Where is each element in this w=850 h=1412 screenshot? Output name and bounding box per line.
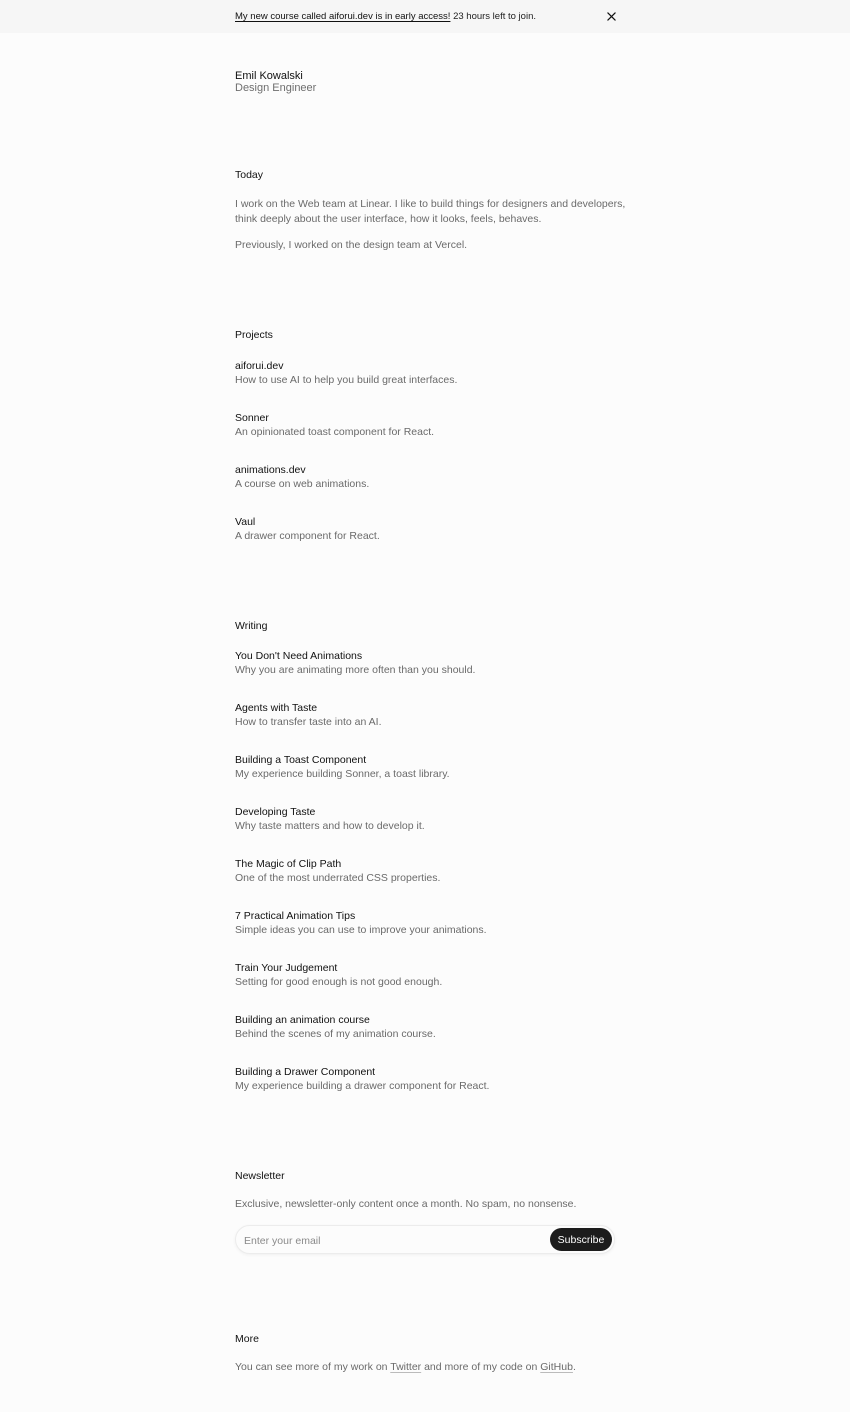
banner-course-link[interactable]: My new course called aiforui.dev is in early access! [235,11,451,22]
more-text-part-1: You can see more of my work on [235,1361,391,1373]
more-text-part-2: and more of my code on [421,1361,541,1373]
article-title[interactable]: The Magic of Clip Path [235,858,342,870]
section-title-newsletter: Newsletter [235,1170,285,1182]
twitter-link[interactable]: Twitter [390,1361,422,1373]
today-paragraph-1-line-2: think deeply about the user interface, how it looks, feels, behaves. [235,213,542,225]
article-title[interactable]: Developing Taste [235,806,316,818]
article-title[interactable]: Train Your Judgement [235,962,338,974]
more-text-part-3: . [572,1361,576,1373]
project-title[interactable]: Vaul [235,516,256,528]
article-description: My experience building Sonner, a toast library. [235,768,450,780]
article-title[interactable]: 7 Practical Animation Tips [235,910,356,922]
article-description: Why you are animating more often than you should. [235,664,476,676]
today-paragraph-2: Previously, I worked on the design team at Vercel. [235,239,468,251]
project-description: A drawer component for React. [235,530,380,542]
article-description: Setting for good enough is not good enough. [235,976,443,988]
article-description: One of the most underrated CSS properties. [235,872,441,884]
project-title[interactable]: Sonner [235,412,269,424]
banner-suffix: 23 hours left to join. [450,11,536,22]
today-paragraph-1-line-1: I work on the Web team at Linear. I like to build things for designers and developers, [235,198,626,210]
banner-text [235,11,536,22]
author-name: Emil Kowalski [235,70,303,82]
subscribe-button[interactable]: Subscribe [550,1228,612,1251]
project-description: An opinionated toast component for React. [235,426,435,438]
announcement-banner [0,0,850,33]
email-input[interactable] [244,1232,544,1249]
article-description: Why taste matters and how to develop it. [235,820,425,832]
close-icon [607,12,616,21]
article-title[interactable]: Agents with Taste [235,702,318,714]
article-title[interactable]: Building an animation course [235,1014,370,1026]
github-link[interactable]: GitHub [540,1361,573,1373]
project-title[interactable]: aiforui.dev [235,360,284,372]
article-description: Simple ideas you can use to improve your animations. [235,924,487,936]
article-title[interactable]: Building a Toast Component [235,754,367,766]
article-description: How to transfer taste into an AI. [235,716,382,728]
article-description: My experience building a drawer component for React. [235,1080,490,1092]
article-title[interactable]: Building a Drawer Component [235,1066,376,1078]
author-role: Design Engineer [235,82,317,94]
today-paragraph-1 [235,197,625,227]
project-description: A course on web animations. [235,478,370,490]
article-description: Behind the scenes of my animation course. [235,1028,436,1040]
section-title-projects: Projects [235,329,273,341]
more-text [235,1360,576,1375]
section-title-more: More [235,1333,259,1345]
section-title-writing: Writing [235,620,268,632]
close-banner-button[interactable] [604,9,619,24]
project-description: How to use AI to help you build great interfaces. [235,374,458,386]
project-title[interactable]: animations.dev [235,464,306,476]
newsletter-description: Exclusive, newsletter-only content once a month. No spam, no nonsense. [235,1198,577,1210]
section-title-today: Today [235,169,264,181]
article-title[interactable]: You Don't Need Animations [235,650,363,662]
